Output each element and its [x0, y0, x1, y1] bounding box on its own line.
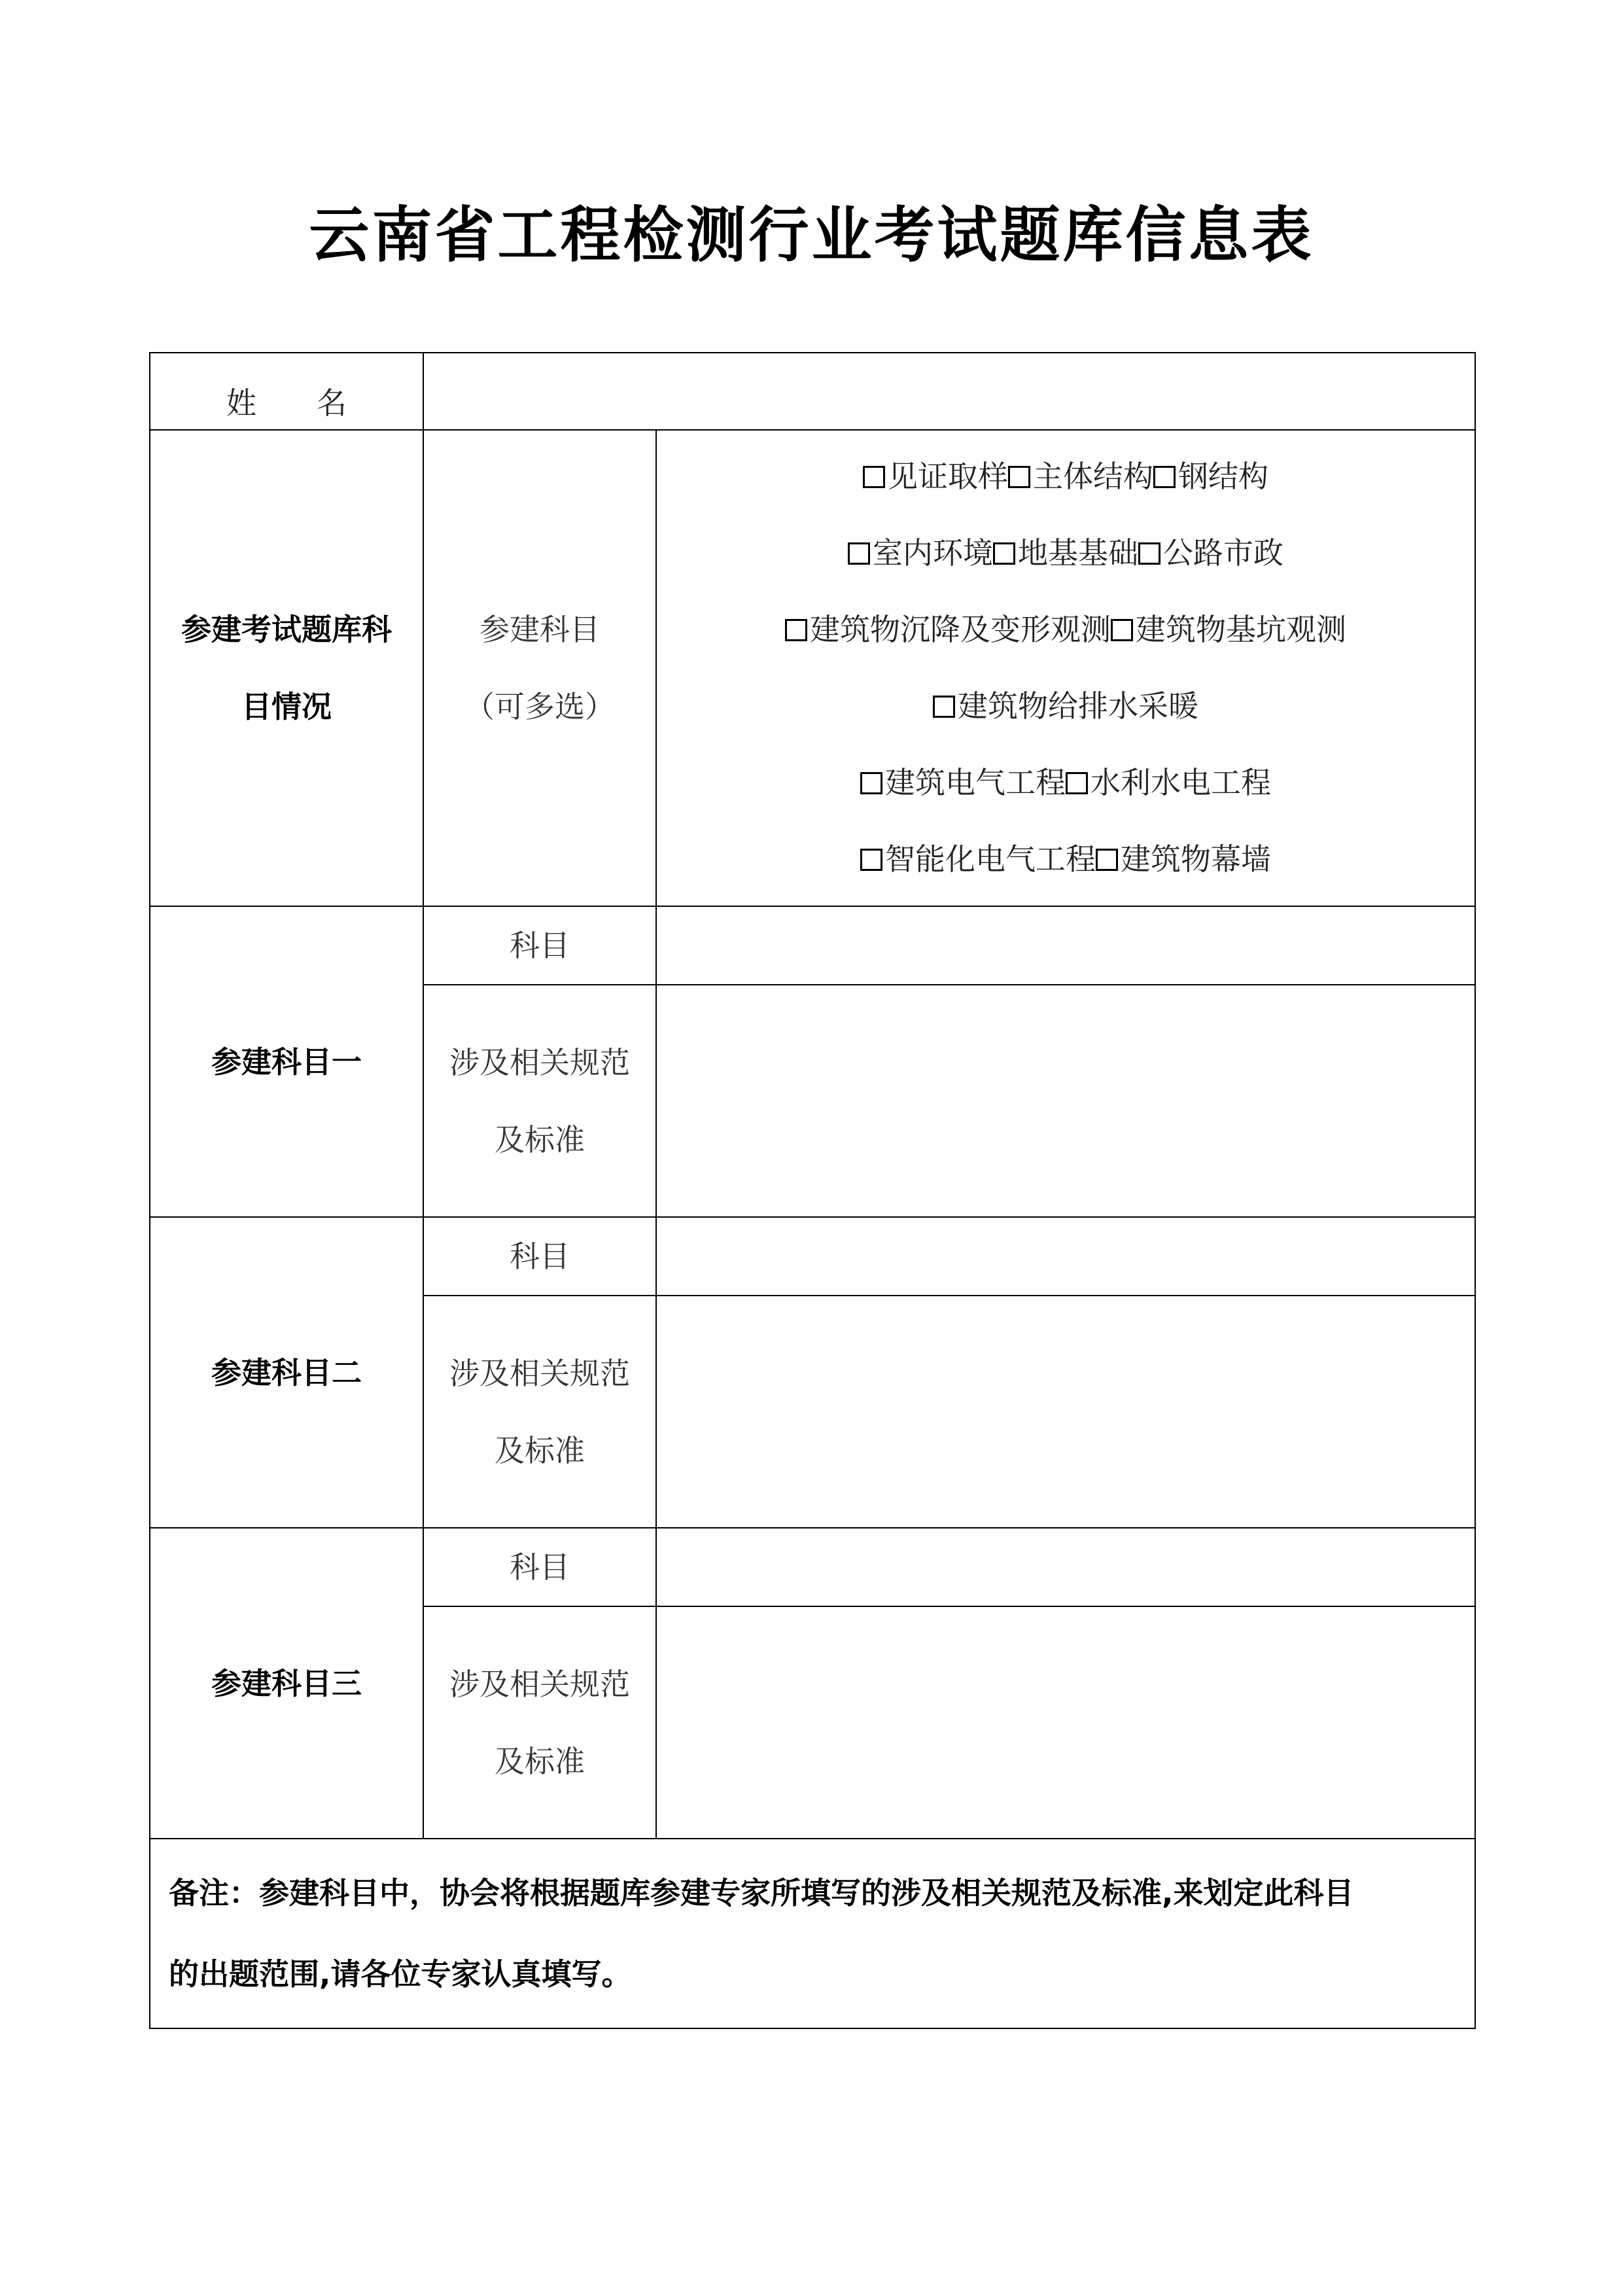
subject2-subject-row [150, 1217, 1475, 1296]
options-line-3 [657, 592, 1475, 668]
subjects-sub-label-line1: 参建科目 [480, 612, 600, 647]
option-witness-sampling[interactable] [863, 438, 1008, 515]
option-label: 水利水电工程 [1091, 765, 1271, 800]
subject3-standards-label-line2: 及标准 [495, 1743, 585, 1779]
subject2-standards-label-cell [423, 1296, 656, 1528]
checkbox-icon[interactable] [863, 466, 885, 488]
subject3-standards-label-line1: 涉及相关规范 [449, 1666, 630, 1702]
option-curtain-wall[interactable] [1096, 821, 1271, 898]
subject1-standards-label-line1: 涉及相关规范 [449, 1044, 630, 1080]
subject2-label: 参建科目二 [211, 1354, 362, 1390]
subject2-standards-label-line2: 及标准 [495, 1432, 585, 1468]
subject3-subject-label: 科目 [510, 1549, 570, 1585]
subjects-label-line1: 参建考试题库科 [181, 612, 392, 647]
options-line-5 [657, 745, 1475, 821]
subject2-subject-field[interactable] [656, 1217, 1475, 1296]
checkbox-icon[interactable] [993, 542, 1015, 565]
option-label: 建筑物幕墙 [1121, 841, 1271, 877]
options-line-2 [657, 515, 1475, 592]
subject3-standards-label-cell [423, 1606, 656, 1839]
subjects-section-label [150, 430, 423, 906]
remark-row [150, 1839, 1475, 2028]
option-hydropower[interactable] [1066, 745, 1271, 821]
option-steel-structure[interactable] [1153, 438, 1268, 515]
checkbox-icon[interactable] [1138, 542, 1161, 565]
subject2-subject-label-cell [423, 1217, 656, 1296]
option-building-electrical[interactable] [860, 745, 1066, 821]
options-line-6 [657, 821, 1475, 898]
subject1-subject-label: 科目 [510, 928, 570, 963]
checkbox-icon[interactable] [1096, 849, 1118, 871]
option-label: 建筑物给排水采暖 [958, 688, 1198, 724]
option-highway-municipal[interactable] [1138, 515, 1283, 592]
subject1-label-cell [150, 906, 423, 1217]
checkbox-icon[interactable] [1066, 772, 1088, 794]
checkbox-icon[interactable] [860, 849, 882, 871]
remark-line2: 的出题范围,请各位专家认真填写。 [169, 1956, 632, 1992]
name-field[interactable] [423, 353, 1475, 430]
option-main-structure[interactable] [1008, 438, 1153, 515]
document-title: 云南省工程检测行业考试题库信息表 [309, 200, 1314, 270]
subject1-standards-label-cell [423, 985, 656, 1217]
remark-cell [150, 1839, 1475, 2028]
checkbox-icon[interactable] [1153, 466, 1176, 488]
subjects-label-line2: 目情况 [241, 689, 332, 724]
option-label: 建筑物沉降及变形观测 [810, 612, 1111, 647]
option-foundation[interactable] [993, 515, 1138, 592]
checkbox-icon[interactable] [1111, 619, 1133, 641]
subject1-standards-label-line2: 及标准 [495, 1122, 585, 1157]
option-label: 建筑电气工程 [885, 765, 1066, 800]
option-label: 公路市政 [1163, 535, 1283, 571]
subject1-label: 参建科目一 [211, 1044, 362, 1080]
option-label: 智能化电气工程 [885, 841, 1096, 877]
option-settlement-deformation[interactable] [785, 592, 1111, 668]
option-label: 见证取样 [888, 459, 1008, 494]
subject2-label-cell [150, 1217, 423, 1528]
subject3-label: 参建科目三 [211, 1665, 362, 1701]
option-plumbing-heating[interactable] [933, 668, 1198, 745]
subject1-standards-field[interactable] [656, 985, 1475, 1217]
subject3-subject-field[interactable] [656, 1528, 1475, 1606]
subject2-subject-label: 科目 [510, 1239, 570, 1274]
option-foundation-pit[interactable] [1111, 592, 1346, 668]
subject1-subject-label-cell [423, 906, 656, 985]
subject-options [656, 430, 1475, 906]
subject1-subject-row [150, 906, 1475, 985]
subject2-standards-field[interactable] [656, 1296, 1475, 1528]
name-row [150, 353, 1475, 430]
subject3-standards-field[interactable] [656, 1606, 1475, 1839]
option-indoor-environment[interactable] [848, 515, 993, 592]
option-intelligent-electrical[interactable] [860, 821, 1096, 898]
subjects-sub-label-line2: （可多选） [464, 689, 615, 724]
checkbox-icon[interactable] [848, 542, 870, 565]
subject1-subject-field[interactable] [656, 906, 1475, 985]
option-label: 主体结构 [1033, 459, 1153, 494]
options-line-4 [657, 668, 1475, 745]
option-label: 室内环境 [873, 535, 993, 571]
option-label: 建筑物基坑观测 [1136, 612, 1346, 647]
options-line-1 [657, 438, 1475, 515]
subject3-subject-row [150, 1528, 1475, 1606]
subject3-label-cell [150, 1528, 423, 1839]
option-label: 地基基础 [1018, 535, 1138, 571]
checkbox-icon[interactable] [785, 619, 807, 641]
info-form-table [149, 352, 1476, 2029]
name-label-second: 名 [317, 385, 347, 421]
name-label [150, 353, 423, 430]
checkbox-icon[interactable] [1008, 466, 1030, 488]
option-label: 钢结构 [1178, 459, 1268, 494]
subject3-subject-label-cell [423, 1528, 656, 1606]
checkbox-icon[interactable] [860, 772, 882, 794]
checkbox-icon[interactable] [933, 696, 955, 718]
remark-line1: 备注：参建科目中，协会将根据题库参建专家所填写的涉及相关规范及标准,来划定此科目 [169, 1875, 1354, 1911]
subjects-sub-label [423, 430, 656, 906]
subjects-row [150, 430, 1475, 906]
subject2-standards-label-line1: 涉及相关规范 [449, 1355, 630, 1391]
name-label-first: 姓 [226, 385, 256, 421]
